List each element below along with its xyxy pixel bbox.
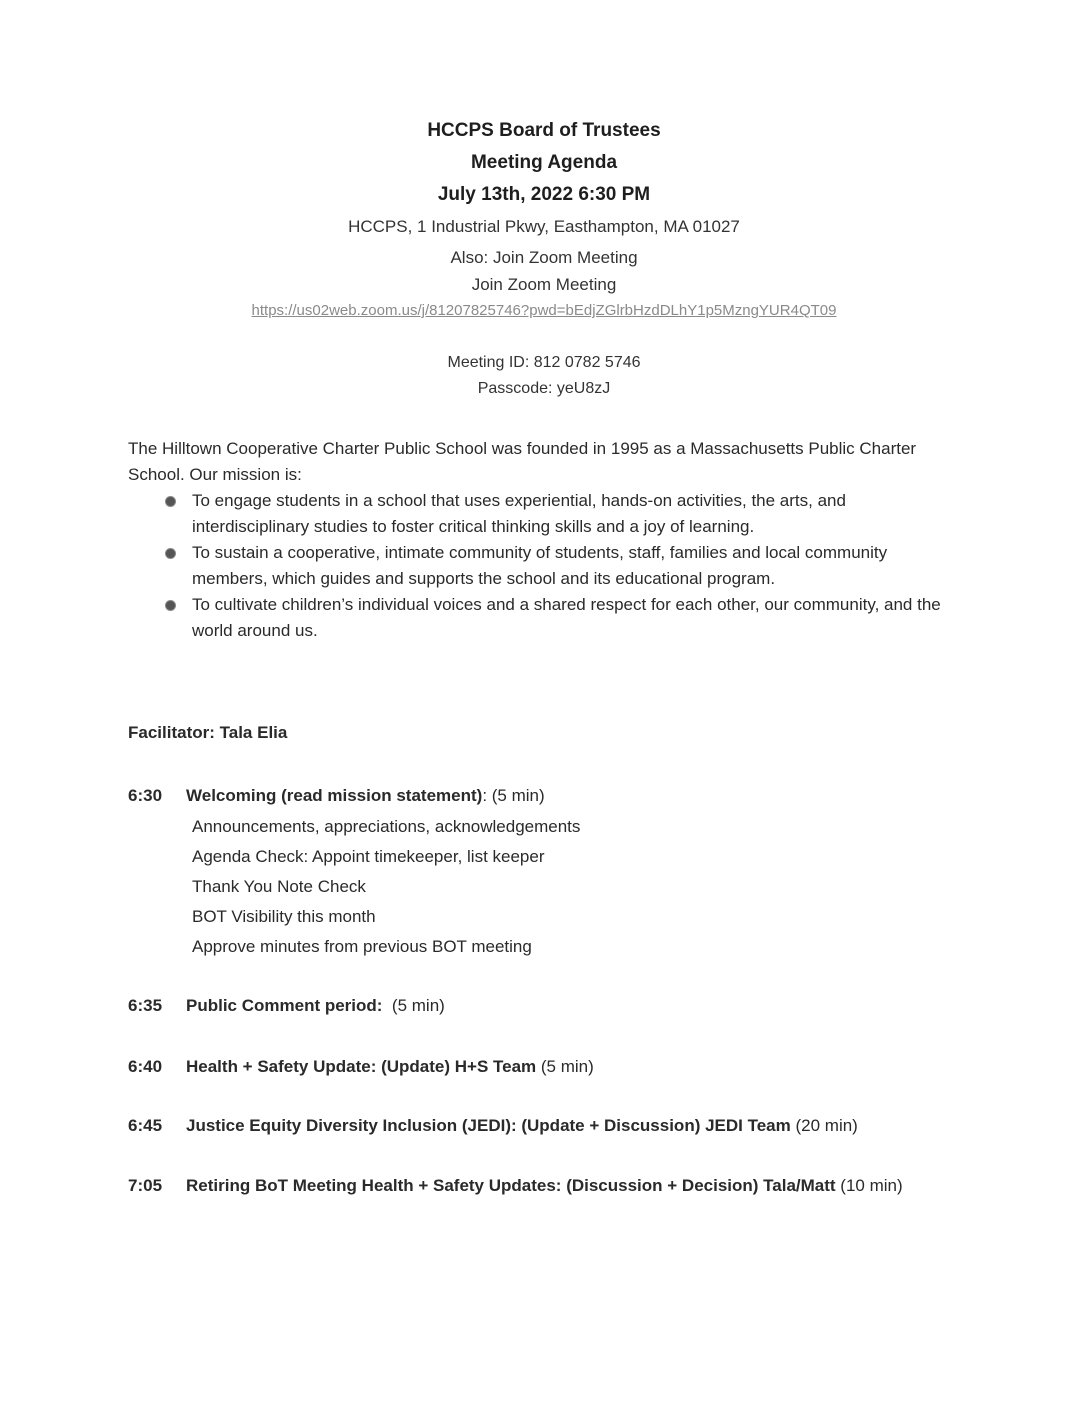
- facilitator: Facilitator: Tala Elia: [128, 723, 288, 742]
- agenda-title: Welcoming (read mission statement): [186, 786, 483, 805]
- zoom-join-label: Join Zoom Meeting: [471, 275, 617, 294]
- meeting-datetime: July 13th, 2022 6:30 PM: [437, 184, 651, 205]
- document-subtitle: Meeting Agenda: [470, 152, 618, 173]
- agenda-duration: (10 min): [835, 1176, 903, 1195]
- mission-bullet: [128, 488, 958, 540]
- agenda-item: [128, 783, 948, 809]
- mission-bullet: [128, 592, 958, 644]
- agenda-subitem: Approve minutes from previous BOT meeting: [192, 937, 532, 956]
- bullet-icon: [166, 601, 175, 610]
- meeting-id: Meeting ID: 812 0782 5746: [447, 354, 641, 371]
- agenda-subitem: BOT Visibility this month: [192, 907, 376, 926]
- agenda-subitem: Announcements, appreciations, acknowledgements: [192, 817, 581, 836]
- agenda-time: 6:30: [128, 786, 163, 805]
- agenda-time: 7:05: [128, 1176, 163, 1195]
- agenda-title: Public Comment period:: [186, 996, 383, 1015]
- mission-bullet-text: To sustain a cooperative, intimate community of students, staff, families and local community members, which guides and supports the school and its educational program.: [192, 543, 888, 588]
- agenda-subitem: Agenda Check: Appoint timekeeper, list keeper: [192, 847, 545, 866]
- bullet-icon: [166, 549, 175, 558]
- agenda-duration: (5 min): [382, 996, 445, 1015]
- agenda-title: Health + Safety Update: (Update) H+S Team: [186, 1057, 537, 1076]
- agenda-item: [128, 993, 948, 1019]
- bullet-icon: [166, 497, 175, 506]
- agenda-title: Retiring BoT Meeting Health + Safety Updates: (Discussion + Decision) Tala/Matt: [186, 1176, 836, 1195]
- agenda-title: Justice Equity Diversity Inclusion (JEDI): (Update + Discussion) JEDI Team: [186, 1116, 791, 1135]
- agenda-item: [128, 1054, 948, 1080]
- mission-bullet: [128, 540, 958, 592]
- agenda-duration: (5 min): [536, 1057, 594, 1076]
- mission-bullet-text: To cultivate children’s individual voices and a shared respect for each other, our community, and the world around us.: [192, 595, 941, 640]
- document-title: HCCPS Board of Trustees: [427, 120, 661, 141]
- mission-intro: The Hilltown Cooperative Charter Public School was founded in 1995 as a Massachusetts Public Charter School. Our mission is:: [128, 439, 917, 484]
- agenda-subitem: Thank You Note Check: [192, 877, 366, 896]
- meeting-passcode: Passcode: yeU8zJ: [477, 380, 611, 397]
- agenda-time: 6:45: [128, 1116, 163, 1135]
- agenda-duration: : (5 min): [482, 786, 545, 805]
- agenda-item: [128, 1173, 948, 1199]
- zoom-also-note: Also: Join Zoom Meeting: [450, 248, 638, 267]
- agenda-duration: (20 min): [790, 1116, 858, 1135]
- zoom-link[interactable]: https://us02web.zoom.us/j/81207825746?pwd=bEdjZGlrbHzdDLhY1p5MzngYUR4QT09: [251, 302, 837, 319]
- agenda-time: 6:40: [128, 1057, 163, 1076]
- mission-list: [128, 488, 958, 644]
- mission-bullet-text: To engage students in a school that uses experiential, hands-on activities, the arts, and interdisciplinary studies to foster critical thinking skills and a joy of learning.: [192, 491, 846, 536]
- meeting-location: HCCPS, 1 Industrial Pkwy, Easthampton, MA 01027: [348, 217, 740, 236]
- welcome-subitems: [192, 812, 580, 962]
- agenda-item: [128, 1113, 948, 1139]
- agenda-time: 6:35: [128, 996, 163, 1015]
